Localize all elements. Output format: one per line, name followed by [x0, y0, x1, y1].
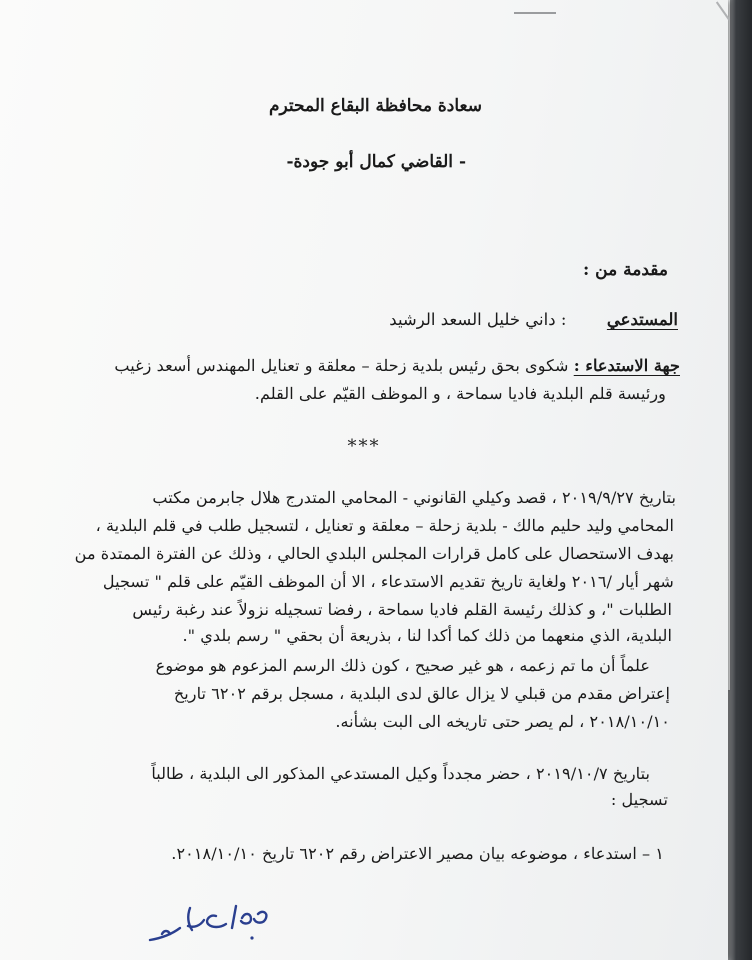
- requester-row: [389, 310, 678, 329]
- para2-line: ٢٠١٨/١٠/١٠ ، لم يصر حتى تاريخه الى البت بشأنه.: [335, 712, 670, 731]
- fold-mark: [514, 12, 556, 14]
- para1-line: بتاريخ ٢٠١٩/٩/٢٧ ، قصد وكيلي القانوني - المحامي المتدرج هلال جابرمن مكتب: [152, 488, 676, 507]
- para3-line: بتاريخ ٢٠١٩/١٠/٧ ، حضر مجدداً وكيل المستدعي المذكور الى البلدية ، طالباً: [151, 764, 650, 783]
- requester-value: : داني خليل السعد الرشيد: [389, 310, 567, 329]
- para2-line: إعتراض مقدم من قبلي لا يزال عالق لدى البلدية ، مسجل برقم ٦٢٠٢ تاريخ: [173, 684, 670, 703]
- judge-line: - القاضي كمال أبو جودة-: [286, 152, 466, 172]
- para1-line: المحامي وليد حليم مالك - بلدية زحلة – معلقة و تعنايل ، لتسجيل طلب في قلم البلدية ،: [95, 516, 674, 535]
- signature-mark: [140, 898, 280, 958]
- submitted-from: مقدمة من :: [582, 260, 668, 280]
- para1-line: الطلبات "، و كذلك رئيسة القلم فاديا سماحة ، رفضا تسجيله نزولاً عند رغبة رئيس: [132, 600, 672, 619]
- respondent-line-2: ورئيسة قلم البلدية فاديا سماحة ، و الموظف القيّم على القلم.: [254, 384, 666, 403]
- list-item: ١ – استدعاء ، موضوعه بيان مصير الاعتراض رقم ٦٢٠٢ تاريخ ٢٠١٨/١٠/١٠.: [171, 844, 664, 863]
- section-separator: ***: [347, 436, 381, 457]
- corner-fold: [716, 1, 730, 20]
- para1-line: شهر أيار /٢٠١٦ ولغاية تاريخ تقديم الاستدعاء ، الا أن الموظف القيّم على قلم " تسجيل: [102, 572, 674, 591]
- para1-line: البلدية، الذي منعهما من ذلك كما أكدا لنا ، بذريعة أن بحقي " رسم بلدي ".: [182, 626, 672, 645]
- requester-label: المستدعي: [606, 310, 678, 329]
- para2-line: علماً أن ما تم زعمه ، هو غير صحيح ، كون ذلك الرسم المزعوم هو موضوع: [155, 656, 650, 675]
- addressee-line: سعادة محافظة البقاع المحترم: [269, 96, 482, 116]
- respondent-row: [114, 356, 680, 375]
- respondent-label: جهة الاستدعاء :: [573, 356, 680, 375]
- para1-line: بهدف الاستحصال على كامل قرارات المجلس البلدي الحالي ، وذلك عن الفترة الممتدة من: [74, 544, 674, 563]
- para3-line: تسجيل :: [610, 790, 668, 809]
- respondent-line-1: شكوى بحق رئيس بلدية زحلة – معلقة و تعنايل المهندس أسعد زغيب: [114, 356, 574, 375]
